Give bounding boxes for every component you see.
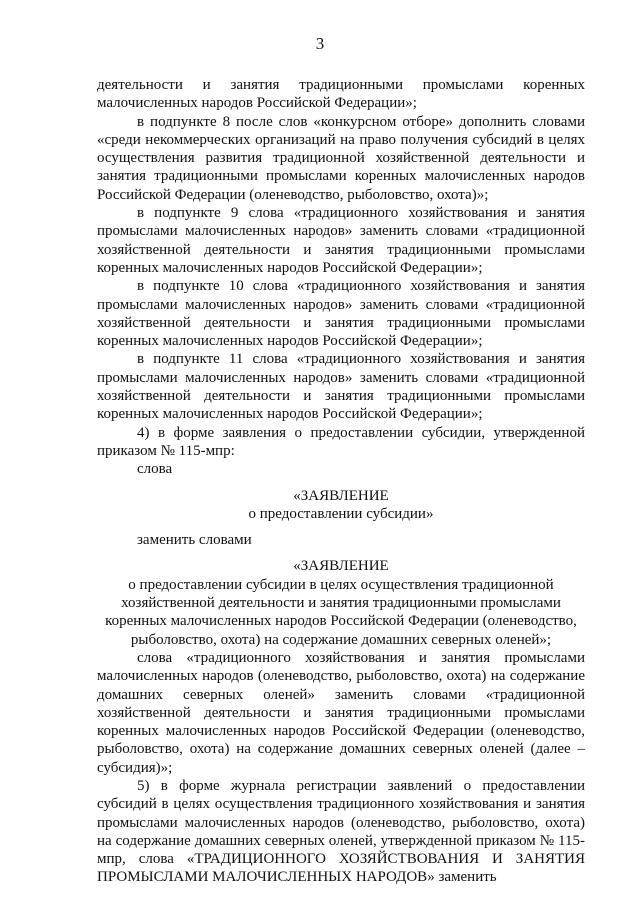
heading-new-subtitle: о предоставлении субсидии в целях осуществления традиционной хозяйственной деятельности и занятия традиционными промыслами коренных малочисленных народов Российской Федерации (оленеводство, рыболовство, охота) на содержание домашних северных оленей»; <box>105 576 577 648</box>
paragraph-item-5: 5) в форме журнала регистрации заявлений о предоставлении субсидий в целях осуществления традиционного хозяйствования и занятия промыслами малочисленных народов (оленеводство, рыболовство, охота) на содержание домашних северных оленей, утвержденной приказом № 115-мпр, слова «ТРАДИЦИОННОГО ХОЗЯЙСТВОВАНИЯ И ЗАНЯТИЯ ПРОМЫСЛАМИ МАЛОЧИСЛЕННЫХ НАРОДОВ» заменить <box>97 777 585 886</box>
paragraph-subpoint-8: в подпункте 8 после слов «конкурсном отборе» дополнить словами «среди некоммерческих организаций на право получения субсидий в целях осуществления развития традиционной хозяйственной деятельности и занятия традиционными промыслами коренных малочисленных народов Российской Федерации (оленеводство, рыболовство, охота)»; <box>97 113 585 203</box>
heading-old-subtitle: о предоставлении субсидии» <box>248 505 434 522</box>
heading-old-title: «ЗАЯВЛЕНИЕ <box>293 487 389 504</box>
paragraph-subpoint-9: в подпункте 9 слова «традиционного хозяйствования и занятия промыслами малочисленных народов» заменить словами «традиционной хозяйственной деятельности и занятия традиционными промыслами коренных малочисленных народов Российской Федерации»; <box>97 205 585 276</box>
paragraph-words-replace: слова «традиционного хозяйствования и занятия промыслами малочисленных народов (оленеводство, рыболовство, охота) на содержание домашних северных оленей» заменить словами «традиционной хозяйственной деятельности и занятия традиционными промыслами коренных малочисленных народов Российской Федерации (оленеводство, рыболовство, охота) на содержание домашних северных оленей (далее – субсидия)»; <box>97 649 585 776</box>
paragraph-continuation: деятельности и занятия традиционными промыслами коренных малочисленных народов Российской Федерации»; <box>97 77 585 112</box>
page-number: 3 <box>315 34 325 53</box>
paragraph-subpoint-10: в подпункте 10 слова «традиционного хозяйствования и занятия промыслами малочисленных народов» заменить словами «традиционной хозяйственной деятельности и занятия традиционными промыслами коренных малочисленных народов Российской Федерации»; <box>97 278 585 350</box>
paragraph-item-4: 4) в форме заявления о предоставлении субсидии, утвержденной приказом № 115-мпр: <box>97 424 585 459</box>
paragraph-subpoint-11: в подпункте 11 слова «традиционного хозяйствования и занятия промыслами малочисленных народов» заменить словами «традиционной хозяйственной деятельности и занятия традиционными промыслами коренных малочисленных народов Российской Федерации»; <box>97 351 585 423</box>
paragraph-words: слова <box>137 461 173 478</box>
document-body <box>97 76 585 887</box>
heading-new-title: «ЗАЯВЛЕНИЕ <box>293 558 389 575</box>
paragraph-replace-with: заменить словами <box>137 532 252 549</box>
